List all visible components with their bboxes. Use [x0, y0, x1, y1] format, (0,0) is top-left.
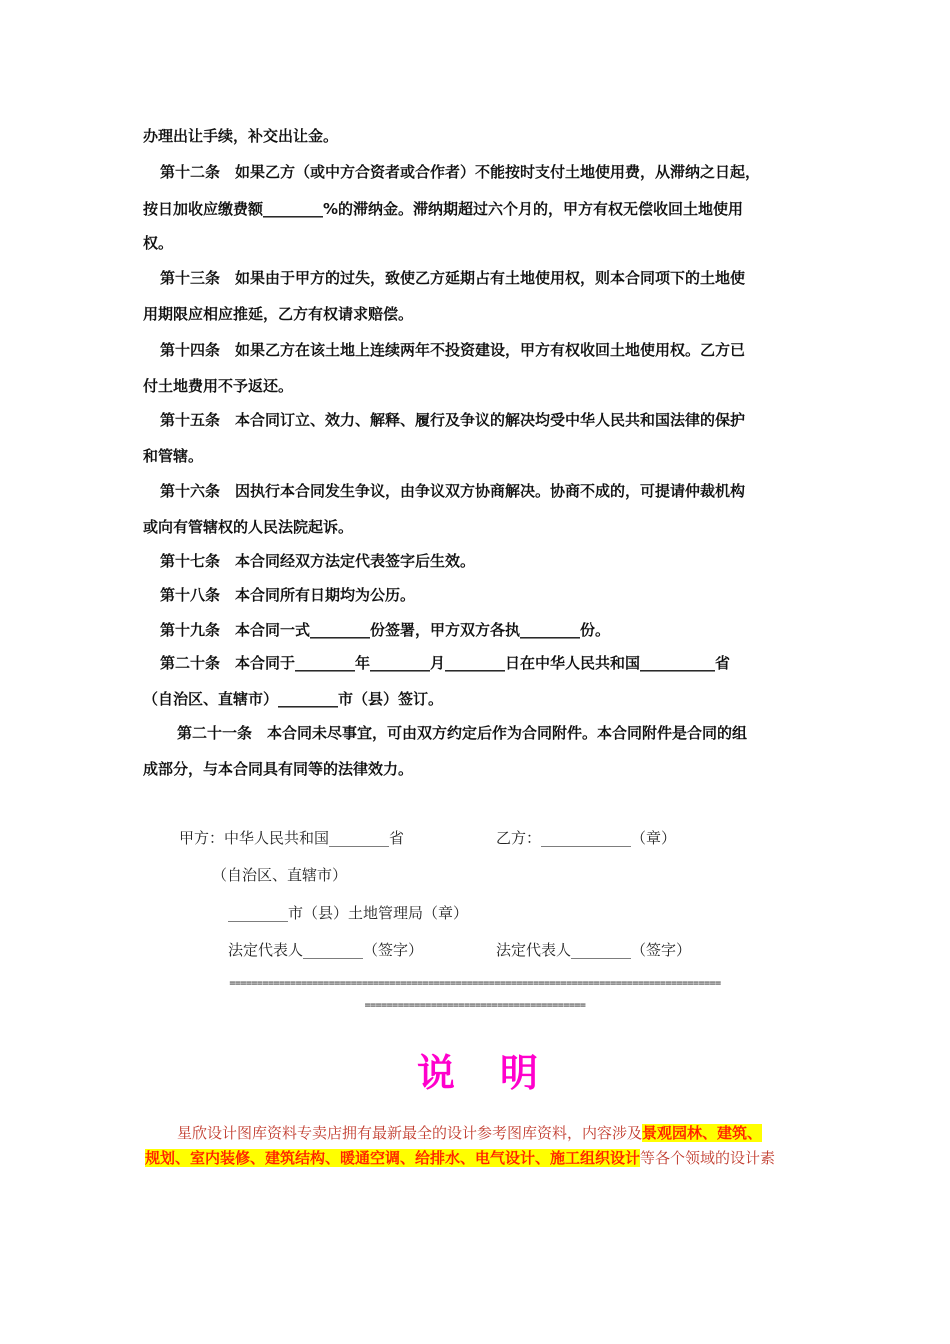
article-line: 办理出让手续，补交出让金。 [143, 127, 339, 145]
notice-intro [145, 1121, 835, 1145]
article-line: 成部分，与本合同具有同等的法律效力。 [143, 760, 414, 778]
article-line: （自治区、直辖市）________市（县）签订。 [143, 690, 444, 708]
article-21-line: 第二十一条 本合同未尽事宜，可由双方约定后作为合同附件。本合同附件是合同的组 [177, 724, 748, 742]
party-a-bureau: ________市（县）土地管理局（章） [228, 904, 469, 922]
article-line: 付土地费用不予返还。 [143, 377, 294, 395]
separator-line: ======================================== [364, 1000, 586, 1011]
separator-line: ========================================================================================= [229, 978, 721, 989]
notice-intro-text: 等各个领域的设计素 [640, 1149, 776, 1167]
article-19-line: 第十九条 本合同一式________份签署，甲方双方各执________份。 [160, 621, 611, 639]
article-line: 按日加收应缴费额________%的滞纳金。滞纳期超过六个月的，甲方有权无偿收回土地使用 [143, 200, 744, 218]
notice-title: 说明 [416, 1051, 583, 1095]
article-18-line: 第十八条 本合同所有日期均为公历。 [160, 586, 416, 604]
notice-intro-continued [145, 1146, 835, 1170]
party-a-label: 甲方：中华人民共和国________省 [179, 829, 405, 847]
party-a-region: （自治区、直辖市） [212, 866, 348, 884]
article-13-line: 第十三条 如果由于甲方的过失，致使乙方延期占有土地使用权，则本合同项下的土地使 [160, 269, 746, 287]
article-20-line: 第二十条 本合同于________年________月________日在中华人民共和国__________省 [160, 654, 731, 672]
notice-highlight: 规划、室内装修、建筑结构、暖通空调、给排水、电气设计、施工组织设计 [145, 1149, 641, 1167]
article-line: 用期限应相应推延，乙方有权请求赔偿。 [143, 305, 414, 323]
party-a-representative: 法定代表人________（签字） [228, 941, 424, 959]
party-b-label: 乙方：____________（章） [496, 829, 677, 847]
article-16-line: 第十六条 因执行本合同发生争议，由争议双方协商解决。协商不成的，可提请仲裁机构 [160, 482, 746, 500]
notice-intro-text: 星欣设计图库资料专卖店拥有最新最全的设计参考图库资料，内容涉及 [177, 1124, 643, 1142]
article-line: 权。 [143, 234, 174, 252]
notice-highlight: 景观园林、建筑、 [642, 1124, 763, 1142]
party-b-representative: 法定代表人________（签字） [496, 941, 692, 959]
article-14-line: 第十四条 如果乙方在该土地上连续两年不投资建设，甲方有权收回土地使用权。乙方已 [160, 341, 746, 359]
article-12-line: 第十二条 如果乙方（或中方合资者或合作者）不能按时支付土地使用费，从滞纳之日起， [160, 163, 761, 181]
article-15-line: 第十五条 本合同订立、效力、解释、履行及争议的解决均受中华人民共和国法律的保护 [160, 411, 746, 429]
article-line: 和管辖。 [143, 447, 204, 465]
article-17-line: 第十七条 本合同经双方法定代表签字后生效。 [160, 552, 476, 570]
article-line: 或向有管辖权的人民法院起诉。 [143, 518, 354, 536]
